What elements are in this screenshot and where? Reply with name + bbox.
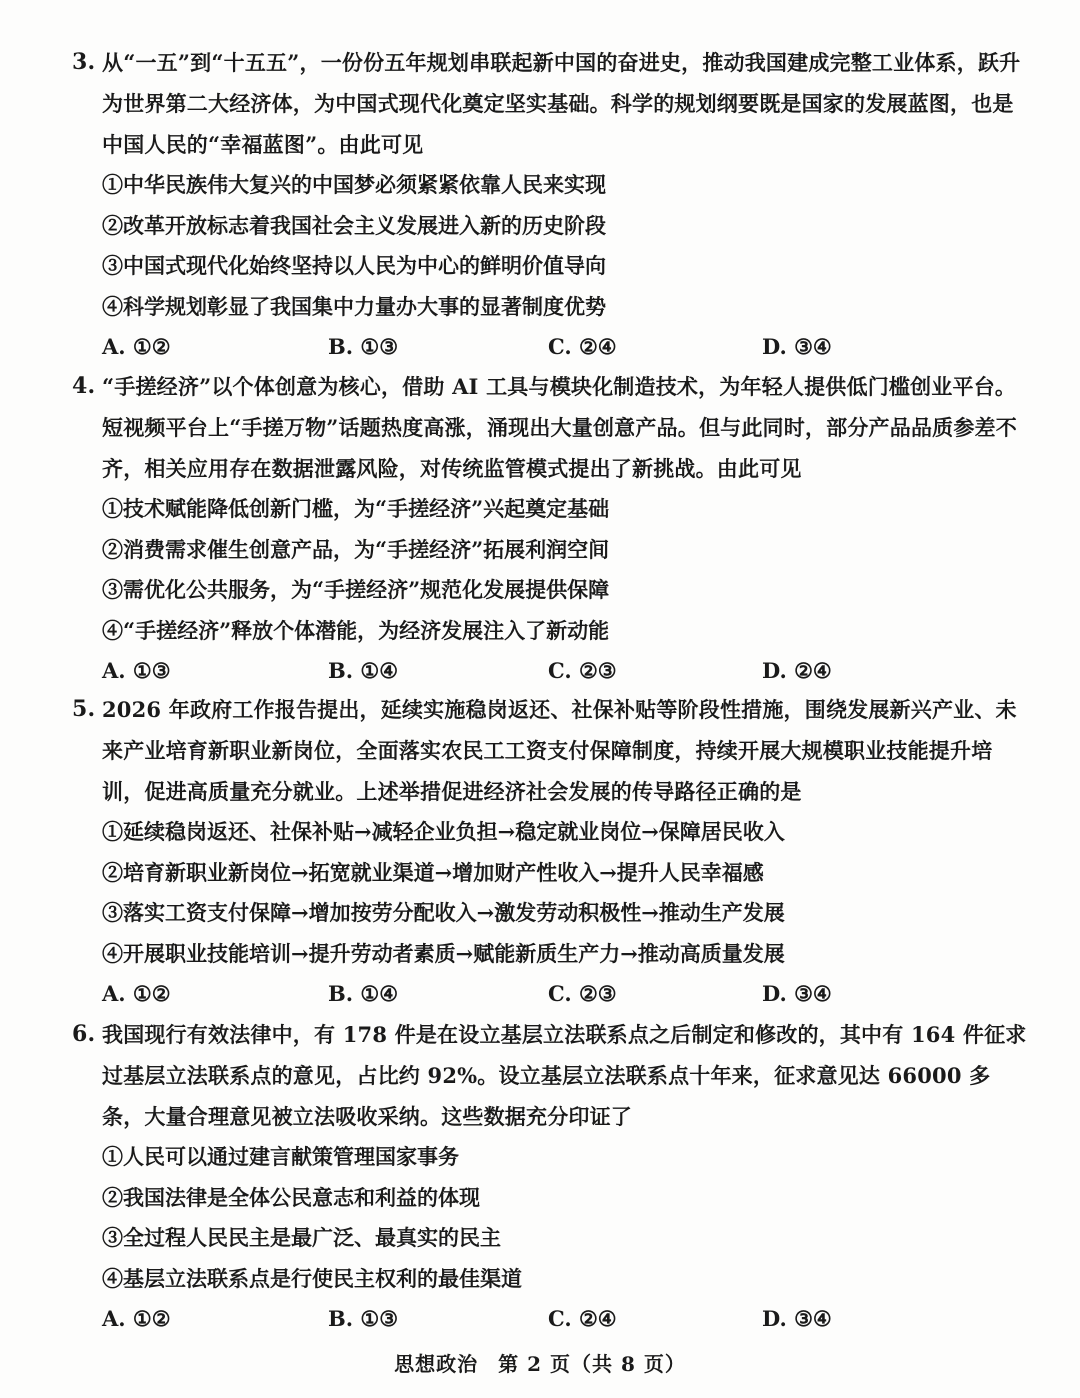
choice-c: C. ②③ [548,658,617,683]
choice-c: C. ②④ [548,334,617,359]
statement-1: ①延续稳岗返还、社保补贴→减轻企业负担→稳定就业岗位→保障居民收入 [102,819,785,844]
question-stem [70,1014,1030,1137]
choice-d: D. ③④ [762,1306,832,1331]
statement-2: ②培育新职业新岗位→拓宽就业渠道→增加财产性收入→提升人民幸福感 [102,859,764,885]
choice-c: C. ②③ [548,981,617,1006]
statement-1: ①技术赋能降低创新门槛，为“手搓经济”兴起奠定基础 [102,496,610,521]
question-number: 5. [72,696,96,722]
statement-4: ④开展职业技能培训→提升劳动者素质→赋能新质生产力→推动高质量发展 [102,940,785,966]
choice-d: D. ③④ [762,334,832,359]
statement-1: ①人民可以通过建言献策管理国家事务 [102,1144,459,1169]
question-text: “手搓经济”以个体创意为核心，借助 AI 工具与模块化制造技术，为年轻人提供低门槛创业平台。短视频平台上“手搓万物”话题热度高涨，涌现出大量创意产品。但与此同时，部分产品品质参差不齐，相关应用存在数据泄露风险，对传统监管模式提出了新挑战。由此可见 [102,374,1017,481]
page-footer [0,1348,1080,1377]
choice-c: C. ②④ [548,1306,617,1331]
statement-3: ③中国式现代化始终坚持以人民为中心的鲜明价值导向 [102,253,606,278]
statement-3: ③落实工资支付保障→增加按劳分配收入→激发劳动积极性→推动生产发展 [102,900,785,925]
question-number: 4. [72,373,96,399]
statement-4: ④“手搓经济”释放个体潜能，为经济发展注入了新动能 [102,617,610,643]
answer-choices [102,1299,1030,1339]
choice-a: A. ①③ [102,658,171,683]
question-text: 我国现行有效法律中，有 178 件是在设立基层立法联系点之后制定和修改的，其中有 164 件征求过基层立法联系点的意见，占比约 92%。设立基层立法联系点十年来，征求意见达 66000 多条，大量合理意见被立法吸收采纳。这些数据充分印证了 [102,1022,1027,1129]
choice-b: B. ①③ [328,334,399,359]
choice-b: B. ①④ [328,658,399,683]
choice-a: A. ①② [102,1306,171,1331]
choice-b: B. ①④ [328,981,399,1006]
answer-choices [102,651,1030,691]
question-stem [70,689,1030,812]
statement-2: ②改革开放标志着我国社会主义发展进入新的历史阶段 [102,212,606,238]
statement-2: ②我国法律是全体公民意志和利益的体现 [102,1184,480,1210]
statement-3: ③全过程人民民主是最广泛、最真实的民主 [102,1225,501,1250]
footer-page-number: 第 2 页（共 8 页） [498,1352,686,1376]
question-6 [70,1014,1030,1339]
answer-choices [102,974,1030,1014]
statement-1: ①中华民族伟大复兴的中国梦必须紧紧依靠人民来实现 [102,172,606,197]
question-stem [70,366,1030,489]
question-3 [70,42,1030,367]
footer-subject: 思想政治 [394,1352,479,1376]
question-5 [70,689,1030,1014]
question-stem [70,42,1030,165]
question-number: 6. [72,1021,96,1047]
choice-b: B. ①③ [328,1306,399,1331]
choice-a: A. ①② [102,334,171,359]
statement-4: ④基层立法联系点是行使民主权利的最佳渠道 [102,1265,522,1291]
question-text: 2026 年政府工作报告提出，延续实施稳岗返还、社保补贴等阶段性措施，围绕发展新兴产业、未来产业培育新职业新岗位，全面落实农民工工资支付保障制度，持续开展大规模职业技能提升培训，促进高质量充分就业。上述举措促进经济社会发展的传导路径正确的是 [102,697,1017,804]
question-4 [70,366,1030,691]
answer-choices [102,327,1030,367]
choice-d: D. ②④ [762,658,832,683]
statement-4: ④科学规划彰显了我国集中力量办大事的显著制度优势 [102,293,606,319]
choice-a: A. ①② [102,981,171,1006]
question-text: 从“一五”到“十五五”，一份份五年规划串联起新中国的奋进史，推动我国建成完整工业体系，跃升为世界第二大经济体，为中国式现代化奠定坚实基础。科学的规划纲要既是国家的发展蓝图，也是中国人民的“幸福蓝图”。由此可见 [102,50,1021,157]
choice-d: D. ③④ [762,981,832,1006]
statement-2: ②消费需求催生创意产品，为“手搓经济”拓展利润空间 [102,536,610,562]
statement-3: ③需优化公共服务，为“手搓经济”规范化发展提供保障 [102,577,610,602]
question-number: 3. [72,49,96,75]
